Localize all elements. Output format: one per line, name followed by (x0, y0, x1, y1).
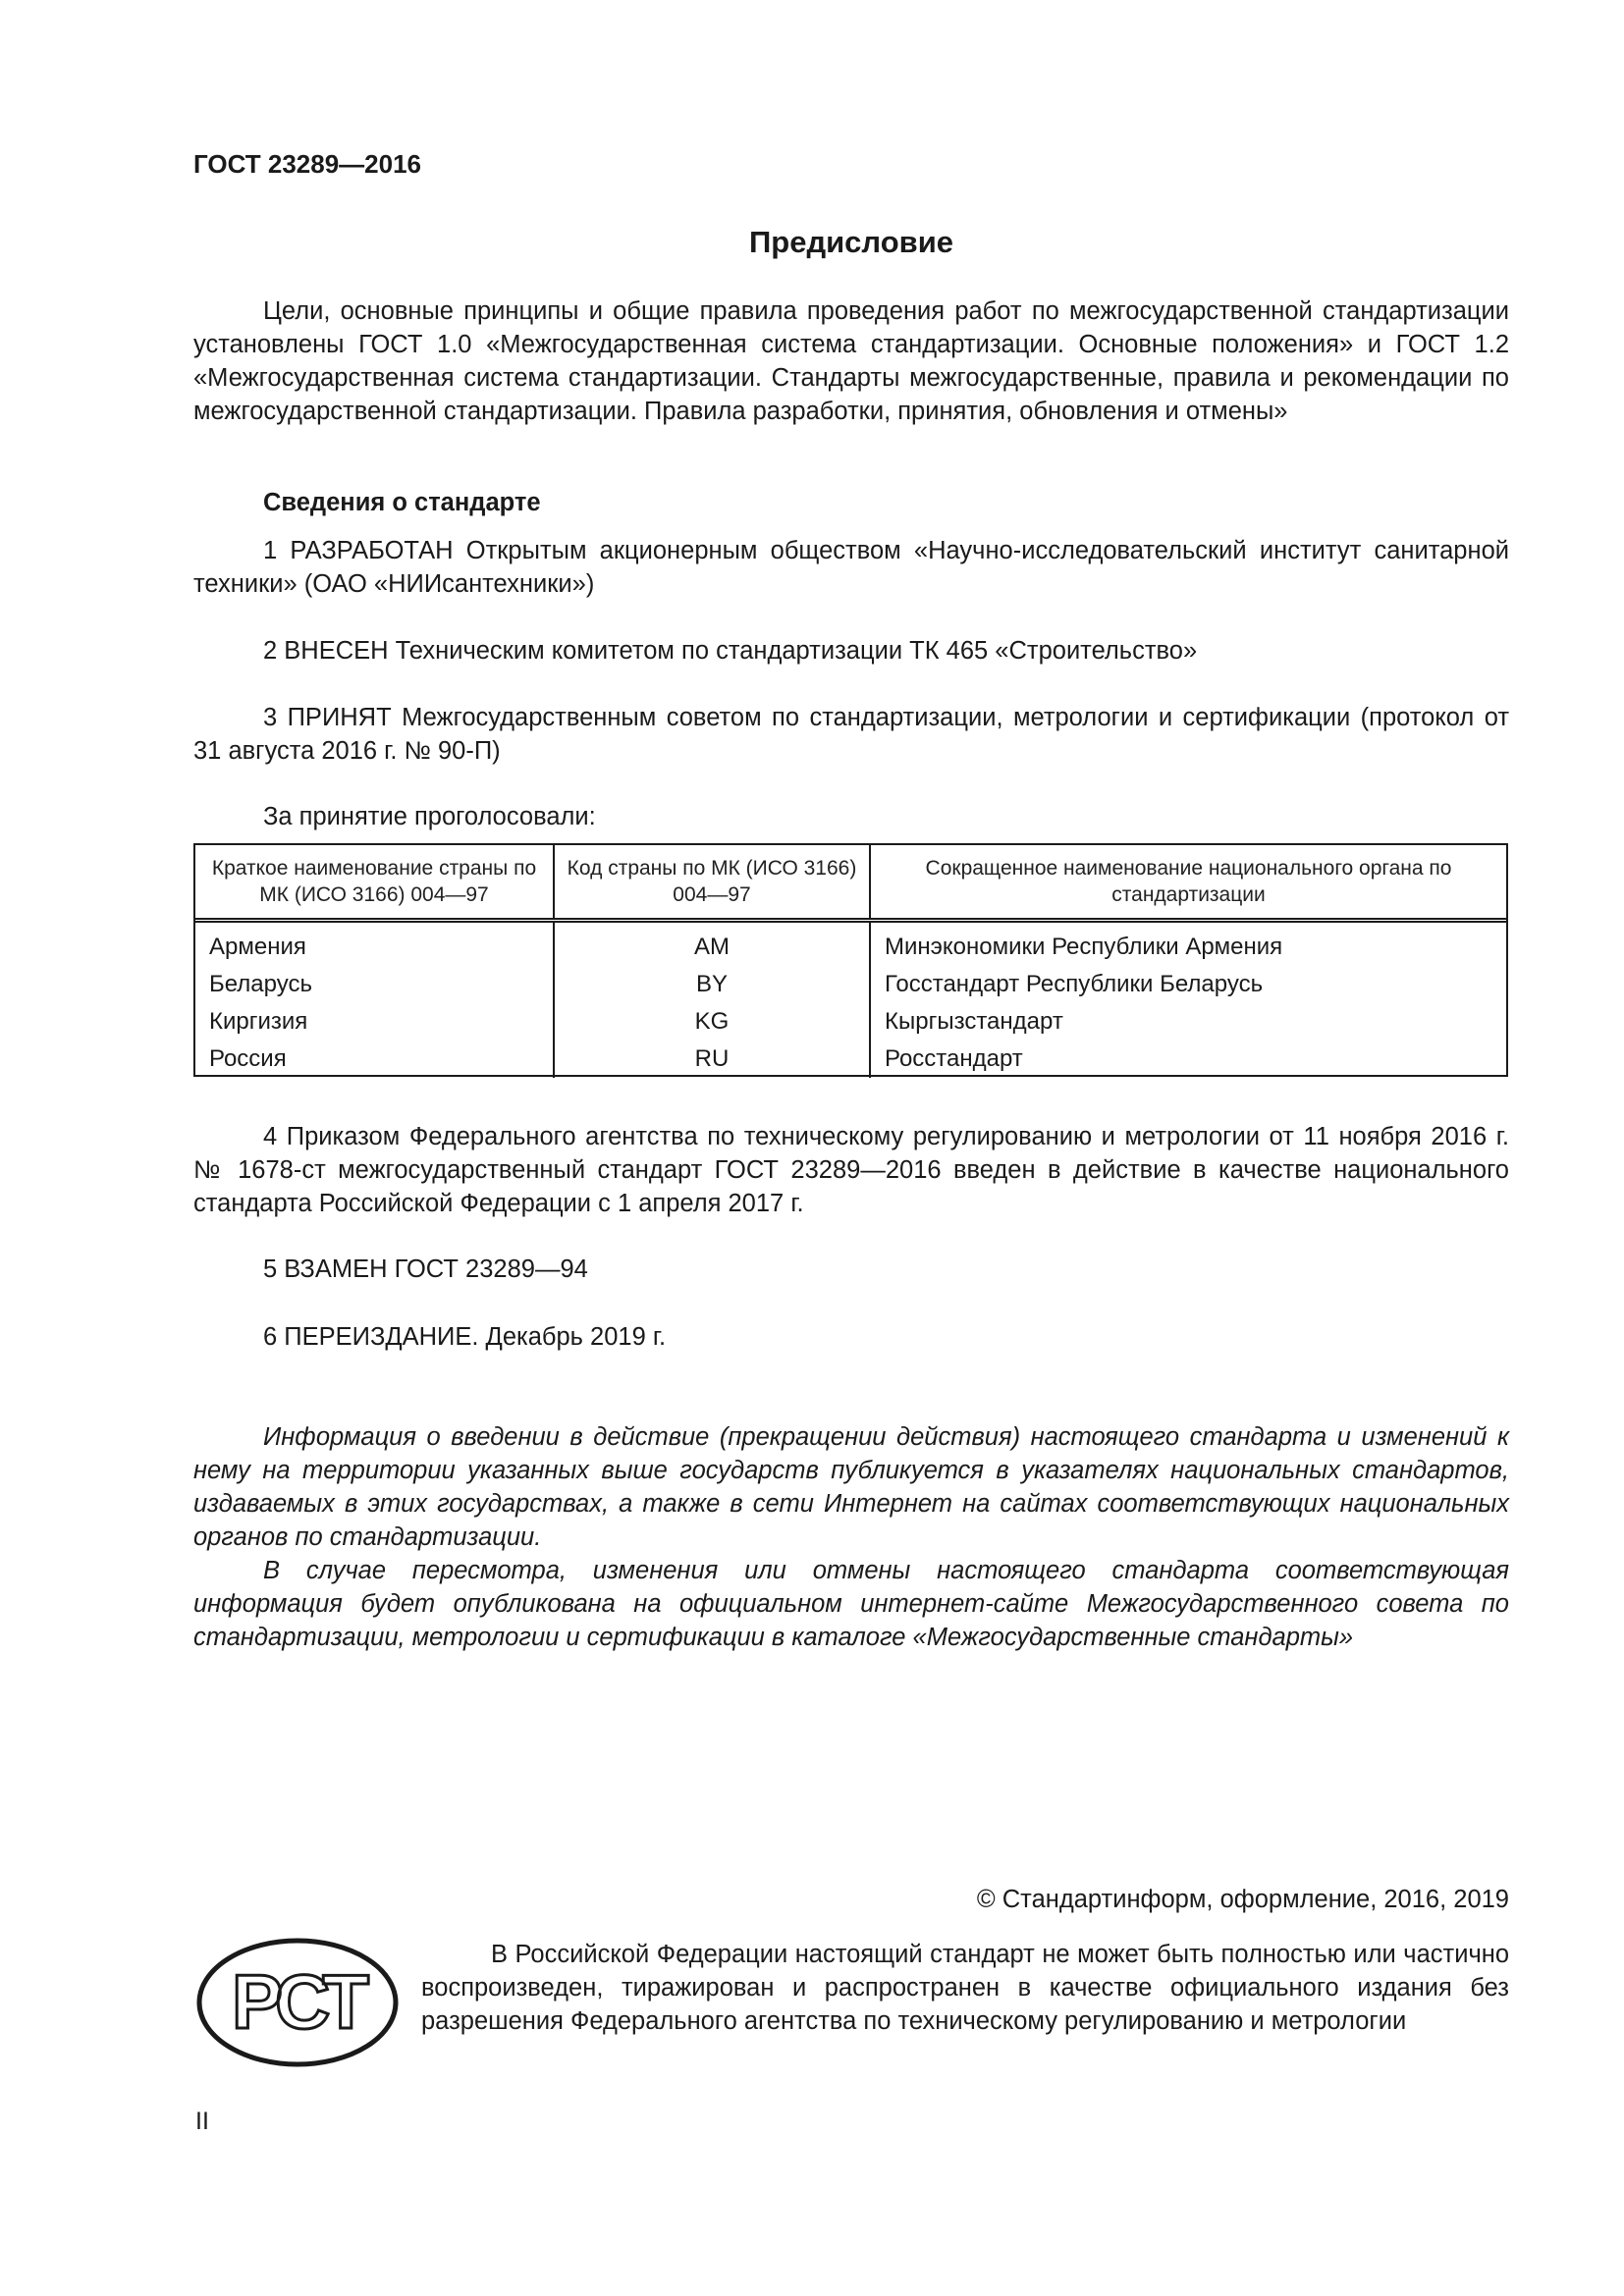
document-code: ГОСТ 23289—2016 (193, 149, 421, 179)
item-developed-block (193, 534, 1509, 601)
cell-code: KG (554, 1003, 870, 1041)
item-replaces-block (193, 1253, 1509, 1286)
italic-notes (193, 1420, 1509, 1654)
column-header-body: Сокращенное наименование национального органа по стандартизации (870, 845, 1506, 921)
reproduction-notice-block (421, 1938, 1509, 2038)
page-title: Предисловие (748, 225, 953, 259)
table-row (195, 966, 1506, 1003)
reproduction-notice: В Российской Федерации настоящий стандарт не может быть полностью или частично воспроизведен, тиражирован и распространен в качестве официального издания без разрешения Федерального агентства по техническому регулированию и метрологии (421, 1941, 1509, 2035)
column-header-country: Краткое наименование страны по МК (ИСО 3166) 004—97 (195, 845, 554, 921)
note-introduction-info: Информация о введении в действие (прекращении действия) настоящего стандарта и изменений к нему на территории указанных выше государств публикуется в указателях национальных стандартов, издаваемых в этих государствах, а также в сети Интернет на сайтах соответствующих национальных органов по стандартизации. (193, 1423, 1509, 1551)
column-header-code: Код страны по МК (ИСО 3166) 004—97 (554, 845, 870, 921)
item-developed: 1 РАЗРАБОТАН Открытым акционерным обществом «Научно-исследовательский институт санитарной техники» (ОАО «НИИсантехники») (193, 537, 1509, 598)
cell-code: AM (554, 921, 870, 967)
item-reissue-block (193, 1320, 1509, 1354)
cell-country: Беларусь (195, 966, 554, 1003)
vote-table (193, 843, 1508, 1077)
cell-country: Армения (195, 921, 554, 967)
cell-body: Кыргызстандарт (885, 1008, 1063, 1035)
voted-label: За принятие проголосовали: (263, 803, 596, 830)
cell-code: BY (554, 966, 870, 1003)
cell-country: Киргизия (195, 1003, 554, 1041)
item-replaces: 5 ВЗАМЕН ГОСТ 23289—94 (263, 1255, 588, 1283)
item-introduced-block (193, 634, 1509, 667)
note-revision-info: В случае пересмотра, изменения или отмены настоящего стандарта соответствующая информация будет опубликована на официальном интернет-сайте Межгосударственного совета по стандартизации, метрологии и сертификации в каталоге «Межгосударственные стандарты» (193, 1557, 1509, 1651)
rst-certification-mark-icon (195, 1936, 402, 2069)
table-row (195, 921, 1506, 967)
page-number: II (195, 2108, 209, 2135)
item-adopted: 3 ПРИНЯТ Межгосударственным советом по стандартизации, метрологии и сертификации (протокол от 31 августа 2016 г. № 90-П) (193, 704, 1509, 765)
table-row (195, 1003, 1506, 1041)
item-order-block (193, 1120, 1509, 1220)
copyright: © Стандартинформ, оформление, 2016, 2019 (976, 1886, 1509, 1913)
voted-label-block (193, 800, 1509, 833)
info-heading: Сведения о стандарте (263, 489, 541, 516)
item-introduced: 2 ВНЕСЕН Техническим комитетом по стандартизации ТК 465 «Строительство» (263, 637, 1198, 665)
table-row (195, 1041, 1506, 1078)
cell-body: Минэкономики Республики Армения (885, 934, 1283, 960)
vote-table-header-row (195, 845, 1506, 921)
item-adopted-block (193, 701, 1509, 768)
intro-paragraph: Цели, основные принципы и общие правила проведения работ по межгосударственной стандартизации установлены ГОСТ 1.0 «Межгосударственная система стандартизации. Основные положения» и ГОСТ 1.2 «Межгосударственная система стандартизации. Стандарты межгосударственные, правила и рекомендации по межгосударственной стандартизации. Правила разработки, принятия, обновления и отмены» (193, 297, 1509, 425)
item-reissue: 6 ПЕРЕИЗДАНИЕ. Декабрь 2019 г. (263, 1323, 667, 1351)
info-heading-block (193, 486, 1509, 519)
logo-lettering: РСТ (231, 1958, 364, 2045)
cell-code: RU (554, 1041, 870, 1078)
cell-body: Госстандарт Республики Беларусь (885, 971, 1264, 997)
cell-body: Росстандарт (885, 1045, 1023, 1072)
intro-paragraph-block (193, 294, 1509, 428)
cell-country: Россия (195, 1041, 554, 1078)
item-order: 4 Приказом Федерального агентства по техническому регулированию и метрологии от 11 ноября 2016 г. № 1678-ст межгосударственный стандарт ГОСТ 23289—2016 введен в действие в качестве национального стандарта Российской Федерации с 1 апреля 2017 г. (193, 1123, 1509, 1217)
